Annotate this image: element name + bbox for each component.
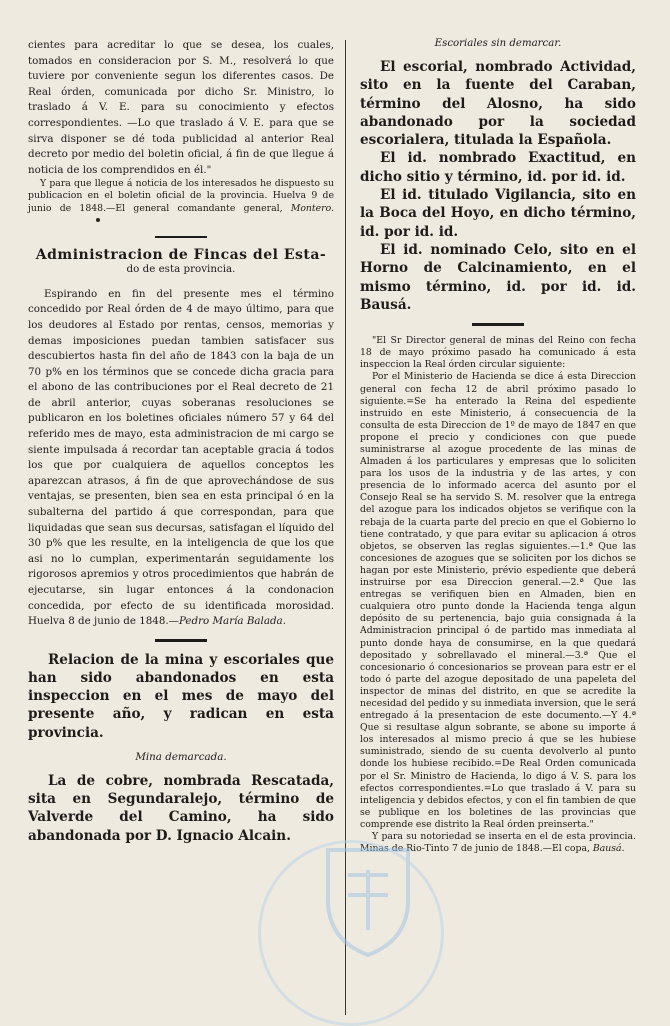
section-divider <box>155 236 207 238</box>
escorial-entry: El id. nominado Celo, sito en el Horno de Calcinamiento, en el mismo término, id. por id. id. Bausá. <box>360 241 636 313</box>
mina-entry: La de cobre, nombrada Rescatada, sita en Segundaralejo, término de Valverde del Camino, ha sido abandonada por D. Ignacio Alcain. <box>28 772 334 844</box>
admin-title: Administracion de Fincas del Esta- <box>35 246 327 263</box>
relacion-title: Relacion de la mina y escoriales que han sido abandonados en esta inspeccion en el mes de mayo del presente año, y radican en esta provincia. <box>28 651 334 741</box>
admin-signature: Pedro María Balada. <box>178 615 286 628</box>
admin-subtitle: do de esta provincia. <box>126 262 236 275</box>
notice-paragraph <box>28 178 334 226</box>
right-column <box>360 38 636 855</box>
escoriales-header: Escoriales sin demarcar. <box>434 38 562 49</box>
escorial-entry: El id. nombrado Exactitud, en dicho sitio y término, id. por id. id. <box>360 150 636 185</box>
shield-icon <box>318 840 418 960</box>
column-rule <box>345 40 346 1015</box>
top-paragraph: cientes para acreditar lo que se desea, los cuales, tomados en consideracion por S. M., resolverá lo que tuviere por conveniente segun los diferentes casos. De Real órden, comunicada por dicho Sr. Ministro, lo traslado á V. E. para su conocimiento y efectos correspondientes. —Lo que traslado á V. E. para que se sirva disponer se dé toda publicidad al anterior Real decreto por medio del boletin oficial, á fin de que llegue á noticia de los comprendidos en él." <box>28 39 334 176</box>
section-divider <box>155 639 207 642</box>
archive-watermark <box>258 840 668 1020</box>
left-column <box>28 38 334 845</box>
closing-text: Y para su notoriedad se inserta en el de esta provincia. Minas de Rio-Tinto 7 de junio de 1848.—El copa, <box>360 831 636 855</box>
admin-text: Espirando en fin del presente mes el término concedido por Real órden de 4 de mayo último, para que los deudores al Estado por rentas, censos, memorias y demas imposiciones puedan tambien satisfacer sus descubiertos hasta fin del año de 1843 con la baja de un 70 p% en los términos que se concede dicha gracia para el abono de las contribuciones por el Real decreto de 21 de abril anterior, cuyas soberanas resoluciones se publicaron en los boletines oficiales número 57 y 64 del referido mes de mayo, esta administracion de mi cargo se siente impulsada á recordar tan aceptable gracia á todos los que por cualquiera de aquellos conceptos les aparezcan atrasos, á fin de que aprovechándose de sus ventajas, se presenten, bien sea en esta principal ó en la subalterna del partido á que correspondan, para que liquidadas que sean sus decursas, satisfagan el líquido del 30 p% que les resulte, en la inteligencia de que los que asi no lo cumplan, experimentarán seguidamente los rigorosos apremios y otros procedimientos que habrán de ejecutarse, sin lugar entonces á la condonacion concedida, por efecto de su identificada morosidad. Huelva 8 de junio de 1848.— <box>28 287 334 628</box>
escorial-entry: El id. titulado Vigilancia, sito en la Boca del Hoyo, en dicho término, id. por id. id. <box>360 187 636 240</box>
circular-body: Por el Ministerio de Hacienda se dice á esta Direccion general con fecha 12 de abril próximo pasado lo siguiente.=Se ha enterado la Reina del espediente instruido en este Ministerio, á consecuencia de la consulta de esta Direccion de 1º de mayo de 1847 en que propone el precio y condiciones con que puede suministrarse al azogue procedente de las minas de Almaden á los particulares y empresas que lo soliciten para los usos de la industria y de las artes, y con presencia de lo informado acerca del asunto por el Consejo Real se ha servido S. M. resolver que la entrega del azogue para los indicados objetos se verifique con la rebaja de la cuarta parte del precio en que el Gobierno lo tiene contratado, y que para evitar su aplicacion á otros objetos, se observen las reglas siguientes.—1.ª Que las concesiones de azogues que se soliciten por los dichos se hagan por este Ministerio, prévio espediente que deberá instruirse por esa Direccion general.—2.ª Que las entregas se verifiquen bien en Almaden, bien en cualquiera otro punto donde la Hacienda tenga algun depósito de su pertenencia, bajo guia consignada á la Administracion principal ó de partido mas inmediata al punto donde haya de consumirse, en la que quedará depositado y sobrellavado el mineral.—3.ª Que el concesionario ó concesionarios se provean para estr er el todo ó parte del azogue depositado de una papeleta del inspector de minas del distrito, en que se acredite la necesidad del pedido y su inmediata inversion, que le será entregado á la presentacion de este documento.—Y 4.ª Que si resultase algun sobrante, se abone su importe á los interesados al mismo precio á que se les hubiese suministrado, siendo de su cuenta devolverlo al punto donde los hubiese recibido.=De Real Orden comunicada por el Sr. Ministro de Hacienda, lo digo á V. S. para los efectos correspondientes.=Lo que traslado á V. para su inteligencia y debidos efectos, y con el fin tambien de que se publique en los boletines de las provincias que comprende ese distrito la Real órden preinserta." <box>360 371 636 830</box>
watermark-ring <box>258 840 444 1026</box>
ornament-dot <box>96 218 100 222</box>
mina-caption: Mina demarcada. <box>135 750 227 763</box>
closing-paragraph <box>360 831 636 855</box>
escorial-entry: El escorial, nombrado Actividad, sito en la fuente del Caraban, término del Alosno, ha sido abandonado por la sociedad escorialera, titulada la Española. <box>360 59 636 149</box>
closing-signature: Bausá. <box>592 843 625 855</box>
notice-signature: Montero. <box>290 202 334 214</box>
notice-text: Y para que llegue á noticia de los interesados he dispuesto su publicacion en el boletin oficial de la provincia. Huelva 9 de junio de 1848.—El general comandante general, <box>28 178 334 214</box>
circular-intro: "El Sr Director general de minas del Reino con fecha 18 de mayo próximo pasado ha comunicado á esta inspeccion la Real órden circular siguiente: <box>360 335 636 371</box>
admin-paragraph <box>28 287 334 630</box>
section-divider <box>472 323 524 326</box>
